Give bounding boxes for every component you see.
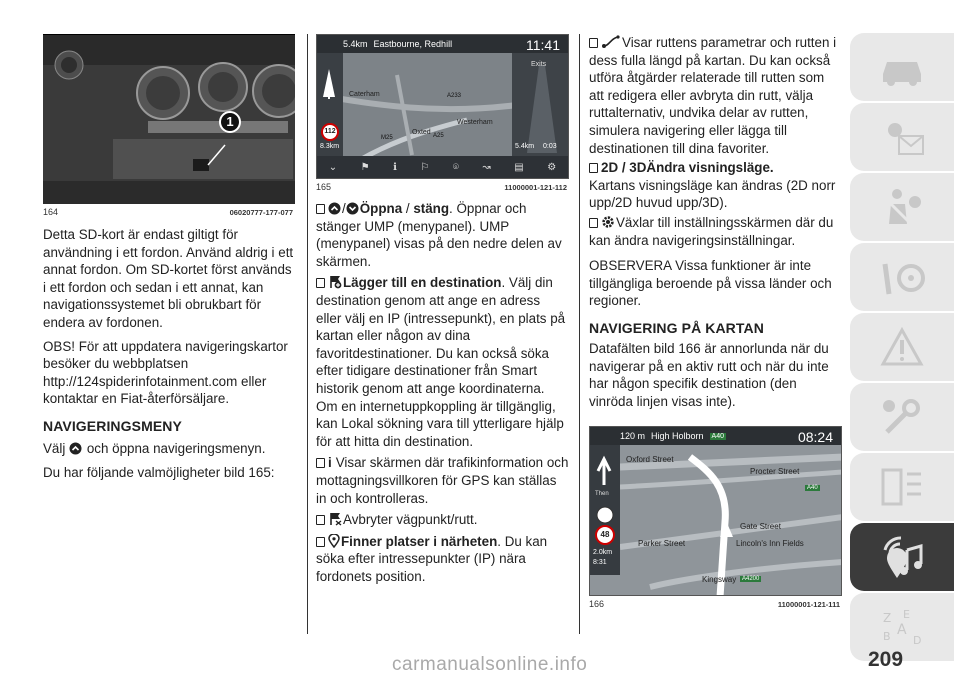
column-right: [589, 34, 842, 609]
label-slash: /: [402, 201, 414, 216]
technical-data-icon: [877, 464, 927, 510]
heading-navigation-menu: NAVIGERINGSMENY: [43, 417, 182, 434]
tab-safety[interactable]: [850, 173, 954, 241]
bullet-box-icon: [316, 458, 325, 468]
street-badge-a4200: A4200: [742, 576, 760, 583]
figure-165-caption: [316, 182, 569, 192]
figure-number: 164: [43, 207, 59, 217]
svg-text:D: D: [913, 634, 922, 647]
street-kingsway: Kingsway: [702, 575, 737, 585]
chevron-down-icon[interactable]: ⌄: [328, 161, 338, 173]
figure-code: 11000001-121-111: [777, 600, 840, 610]
item-cancel-route: [316, 511, 569, 529]
svg-text:E: E: [903, 608, 910, 621]
item-add-destination: [316, 274, 569, 450]
item-settings: [589, 214, 842, 249]
figure-166-map: [589, 426, 842, 596]
bullet-box-icon: [589, 163, 598, 173]
warning-light-icon: [877, 114, 927, 160]
item-view-mode: [589, 159, 842, 212]
seatbelt-icon: [877, 184, 927, 230]
car-icon: [877, 44, 927, 90]
info-icon[interactable]: ℹ: [393, 161, 397, 173]
speed-limit-sign: 48: [595, 525, 615, 545]
item-settings-text: Växlar till inställningsskärmen där du kan ändra navigeringsinställningar.: [589, 214, 834, 248]
column-middle: [316, 34, 569, 585]
figure-165-map: [316, 34, 569, 179]
map-clock: 11:41: [526, 37, 560, 53]
bullet-box-icon: [316, 537, 325, 547]
bullet-box-icon: [316, 278, 325, 288]
column-divider: [307, 34, 308, 634]
flag-icon[interactable]: ⚑: [360, 161, 370, 173]
route-icon[interactable]: ↝: [482, 161, 491, 173]
item-add-destination-text: . Välj din destination genom att ange en adress eller välj en IP (intressepunkt), en plats på kartan eller någon av dina favoritdestinationer. Du kan också söka efter tidigare destinationer från Smart historik genom att ange koordinaterna. Om en internetuppkoppling är tillgänglig, kan Lokal sökning vara till ytterligare hjälp för att hitta din destination.: [316, 275, 566, 449]
select-text: och öppna navigeringsmenyn.: [86, 440, 266, 456]
paragraph-data-fields: Datafälten bild 166 är annorlunda när du navigerar på en aktiv rutt och när du inte har någon specifik destination (den vinröda linjen visas inte).: [589, 340, 829, 409]
street-gate: Gate Street: [740, 522, 781, 532]
warning-triangle-icon: [877, 324, 927, 370]
callout-badge: 1: [219, 111, 241, 133]
tab-warning-lights[interactable]: [850, 103, 954, 171]
item-cancel-route-text: Avbryter vägpunkt/rutt.: [343, 512, 478, 528]
settings-gear-icon: [601, 215, 615, 229]
next-turn-distance: 5.4km: [343, 39, 368, 49]
then-label: Then: [595, 491, 609, 498]
road-badge: A40: [711, 432, 725, 440]
svg-text:B: B: [883, 630, 891, 643]
chevron-up-icon: [328, 202, 341, 215]
road-a233: A233: [447, 93, 462, 99]
view-2d-3d-icon[interactable]: ▤: [514, 161, 524, 173]
settings-gear-icon[interactable]: ⚙: [547, 161, 557, 173]
map-clock: 08:24: [797, 429, 833, 446]
wrench-icon: [877, 394, 927, 440]
chapter-tabs: [850, 33, 954, 663]
label-open: Öppna: [359, 201, 403, 216]
street-procter: Procter Street: [750, 467, 800, 477]
road-name: High Holborn: [651, 431, 704, 442]
tab-technical-data[interactable]: [850, 453, 954, 521]
figure-number: 165: [316, 182, 332, 192]
label-nearby-places: Finner platser i närheten: [341, 533, 498, 549]
tab-maintenance[interactable]: [850, 383, 954, 451]
column-divider: [579, 34, 580, 634]
figure-code: 11000001-121-112: [504, 183, 567, 192]
eta-time: 0:03: [543, 143, 557, 150]
label-add-destination: Lägger till en destination: [343, 275, 502, 291]
side-distance: 8.3km: [320, 143, 340, 150]
select-label: Välj: [43, 440, 66, 456]
street-badge-a40: A40: [807, 485, 818, 492]
road-m25: M25: [381, 135, 393, 141]
bullet-box-icon: [589, 38, 598, 48]
place-caterham: Caterham: [349, 91, 380, 98]
bullet-box-icon: [589, 218, 598, 228]
map-graphic: [590, 427, 842, 596]
figure-code: 06020777-177-077: [229, 208, 293, 217]
eta-distance: 5.4km: [515, 143, 535, 150]
bullet-box-icon: [316, 515, 325, 525]
icon-separator: /: [342, 201, 346, 216]
item-traffic-info: [316, 454, 569, 507]
paragraph-sd-card: Detta SD-kort är endast giltigt för användning i ett fordon. Använd aldrig i ett annat fordon. Om SD-kortet först används i ett fordon och sedan i ett annat, kan navigationssystemet bli obrukbart för endera av fordonen.: [43, 227, 294, 330]
menu-chevron-icon: [69, 442, 82, 455]
note-availability: OBSERVERA Vissa funktioner är inte tillgängliga beroende på vissa länder och regioner.: [589, 258, 832, 309]
dashboard-photo: [43, 35, 295, 204]
street-parker: Parker Street: [638, 539, 686, 549]
figure-164-caption: [43, 207, 295, 217]
place-oxted: Oxted: [412, 129, 431, 136]
multimedia-icon: [877, 534, 927, 580]
item-open-close-text: . Öppnar och stänger UMP (menypanel). UMP (menypanel) visas på den nedre delen av skärmen.: [316, 201, 562, 269]
tab-car[interactable]: [850, 33, 954, 101]
paragraph-select: [43, 440, 295, 458]
tab-emergency[interactable]: [850, 313, 954, 381]
item-nearby-places: [316, 533, 569, 586]
item-traffic-info-text: Visar skärmen där trafikinformation och mottagningsvillkoren för GPS kan ställas in och kontrolleras.: [316, 455, 569, 506]
page-number: 209: [868, 648, 904, 671]
tab-starting-driving[interactable]: [850, 243, 954, 311]
svg-text:Z: Z: [883, 611, 892, 625]
chevron-down-icon: [346, 202, 359, 215]
exits-label: Exits: [531, 61, 547, 68]
figure-number: 166: [589, 599, 605, 610]
place-westerham: Westerham: [457, 119, 493, 126]
location-pin-icon: [328, 534, 340, 548]
item-view-mode-text: Kartans visningsläge kan ändras (2D norr upp/2D huvud upp/3D).: [589, 177, 836, 211]
street-oxford: Oxford Street: [626, 455, 674, 465]
steering-wheel-icon: [877, 254, 927, 300]
figure-164-photo: [43, 34, 295, 204]
road-a25: A25: [433, 133, 444, 139]
side-time: 8:31: [593, 559, 607, 567]
item-open-close: [316, 200, 569, 270]
side-distance: 2.0km: [593, 549, 613, 557]
label-view-mode: 2D / 3DÄndra visningsläge.: [601, 160, 774, 176]
paragraph-options: Du har följande valmöjligheter bild 165:: [43, 464, 275, 480]
add-destination-flag-icon: [328, 275, 342, 289]
paragraph-update-maps: OBS! För att uppdatera navigeringskartor besöker du webbplatsen http://124spiderinfotainment.com eller kontaktar en Fiat-återförsäljare.: [43, 338, 288, 407]
alphabet-index-icon: [877, 604, 927, 650]
road-name: Eastbourne, Redhill: [373, 39, 453, 49]
cancel-route-flag-icon: [328, 512, 342, 526]
heading-map-navigation: NAVIGERING PÅ KARTAN: [589, 319, 764, 336]
label-close: stäng: [413, 201, 450, 216]
next-turn-distance: 120 m: [620, 431, 646, 442]
street-lincolns-inn: Lincoln's Inn Fields: [736, 539, 804, 549]
item-route-parameters: [589, 34, 842, 157]
tab-multimedia[interactable]: [850, 523, 954, 591]
cancel-flag-icon[interactable]: ⚐: [420, 161, 430, 173]
bullet-box-icon: [316, 204, 325, 214]
column-left: [43, 34, 295, 481]
info-icon: i: [328, 455, 332, 471]
pin-icon[interactable]: ⌾: [452, 161, 459, 173]
watermark: carmanualsonline.info: [392, 654, 588, 675]
speed-limit-sign: 112: [321, 123, 339, 141]
figure-166-caption: [589, 599, 842, 609]
map-menu-bar[interactable]: [317, 156, 568, 178]
item-route-parameters-text: Visar ruttens parametrar och rutten i dess fulla längd på kartan. Du kan också utföra åtgärder relaterade till rutten som att redigera eller avbryta din rutt, välja ruttalternativ, undvika delar av rutten, simulera navigering eller lägga till destinationen till dina favoriter.: [589, 35, 837, 156]
route-overview-icon: [601, 35, 621, 49]
item-nearby-places-text: . Du kan söka efter intressepunkter (IP) nära fordonets position.: [316, 533, 548, 584]
svg-text:A: A: [897, 622, 907, 638]
